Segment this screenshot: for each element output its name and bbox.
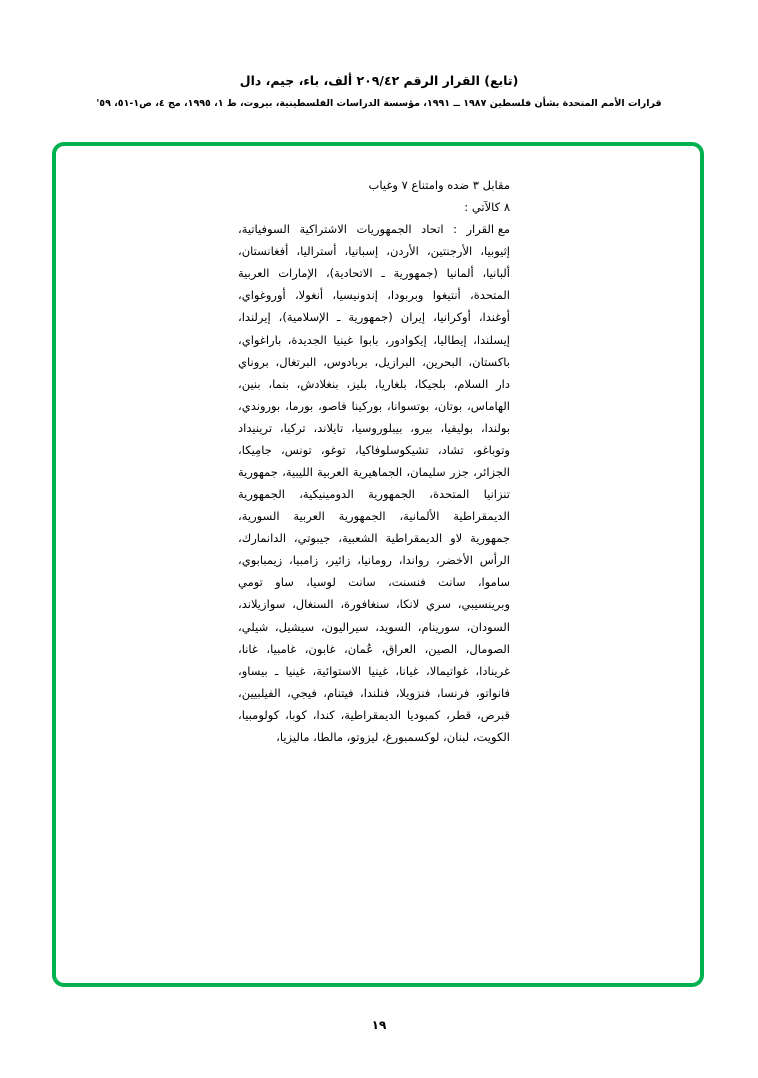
page-header bbox=[0, 72, 758, 109]
in-favour-bold-country: جمهورية تنزانيا المتحدة bbox=[238, 465, 510, 502]
in-favour-row bbox=[238, 218, 510, 748]
document-body bbox=[238, 174, 510, 748]
source-note: قرارات الأمم المتحدة بشأن فلسطين ١٩٨٧ ــ ١٩٩١، مؤسسة الدراسات الفلسطينية، بيروت، ط ١، ١٩٩٥، مج ٤، ص١-٥١، ٥٩' bbox=[96, 97, 662, 109]
vote-line-2: ٨ كالآتي : bbox=[464, 200, 510, 215]
green-content-frame bbox=[52, 142, 704, 987]
page-number: ١٩ bbox=[371, 1018, 387, 1032]
page-title: (تابع) القرار الرقم ٢٠٩/٤٢ ألف، باء، جيم، دال bbox=[239, 73, 519, 88]
vote-line-1: مقابل ٣ ضده وامتناع ٧ وغياب bbox=[368, 178, 510, 192]
in-favour-text-part1: اتحاد الجمهوريات الاشتراكية السوفياتية، إثيوبيا، الأرجنتين، الأردن، إسبانيا، أستراليا، أفغانستان، ألبانيا، ألمانيا (جمهورية ـ الاتحادية)، الإمارات العربية المتحدة، أنتيغوا وبربودا، إندونيسيا، أنغولا، أوروغواي، أوغندا، أوكرانيا، إيران (جمهورية ـ الإسلامية)، إيرلندا، إيسلندا، إيطاليا، إيكوادور، بابوا غينيا الجديدة، باراغواي، باكستان، البحرين، البرازيل، بربادوس، البرتغال، بروناي دار السلام، بلجيكا، بلغاريا، بليز، بنغلادش، بنما، بنين، الهاماس، بوتان، بوتسوانا، بوركينا فاصو، بورما، بوروندي، بولندا، بوليفيا، بيرو، بيبلوروسيا، تايلاند، تركيا، ترينيداد وتوباغو، تشاد، تشيكوسلوفاكيا، توغو، تونس، جامِيكا، الجزائر، جزر سليمان، الجماهيرية العربية الليبية، bbox=[238, 222, 510, 480]
in-favour-label: مع القرار bbox=[466, 222, 511, 237]
in-favour-text-part2: ، الجمهورية الدومينيكية، الجمهورية الديمقراطية الألمانية، الجمهورية العربية السورية، جمهورية لاو الديمقراطية الشعبية، جيبوتي، الدانمارك، الرأس الأخضر، رواندا، رومانيا، زائير، زامبيا، زيمبابوي، ساموا، سانت فنسنت، سانت لوسيا، ساو تومي وبرينسيبي، سري لانكا، سنغافورة، السنغال، سوازيلاند، السودان، سورينام، السويد، سيراليون، سيشيل، شيلي، الصومال، الصين، العراق، عُمان، غابون، غامبيا، غانا، غرينادا، غواتيمالا، غيانا، غينيا الاستوائية، غينيا ـ بيساو، فانواتو، فرنسا، فنزويلا، فنلندا، فيتنام، فيجي، الفيلبيين، قبرص، قطر، كمبوديا الديمقراطية، كندا، كوبا، كولومبيا، الكويت، لبنان، لوكسمبورغ، ليزوتو، مالطا، ماليزيا، bbox=[238, 487, 510, 744]
in-favour-colon: : bbox=[453, 222, 457, 237]
